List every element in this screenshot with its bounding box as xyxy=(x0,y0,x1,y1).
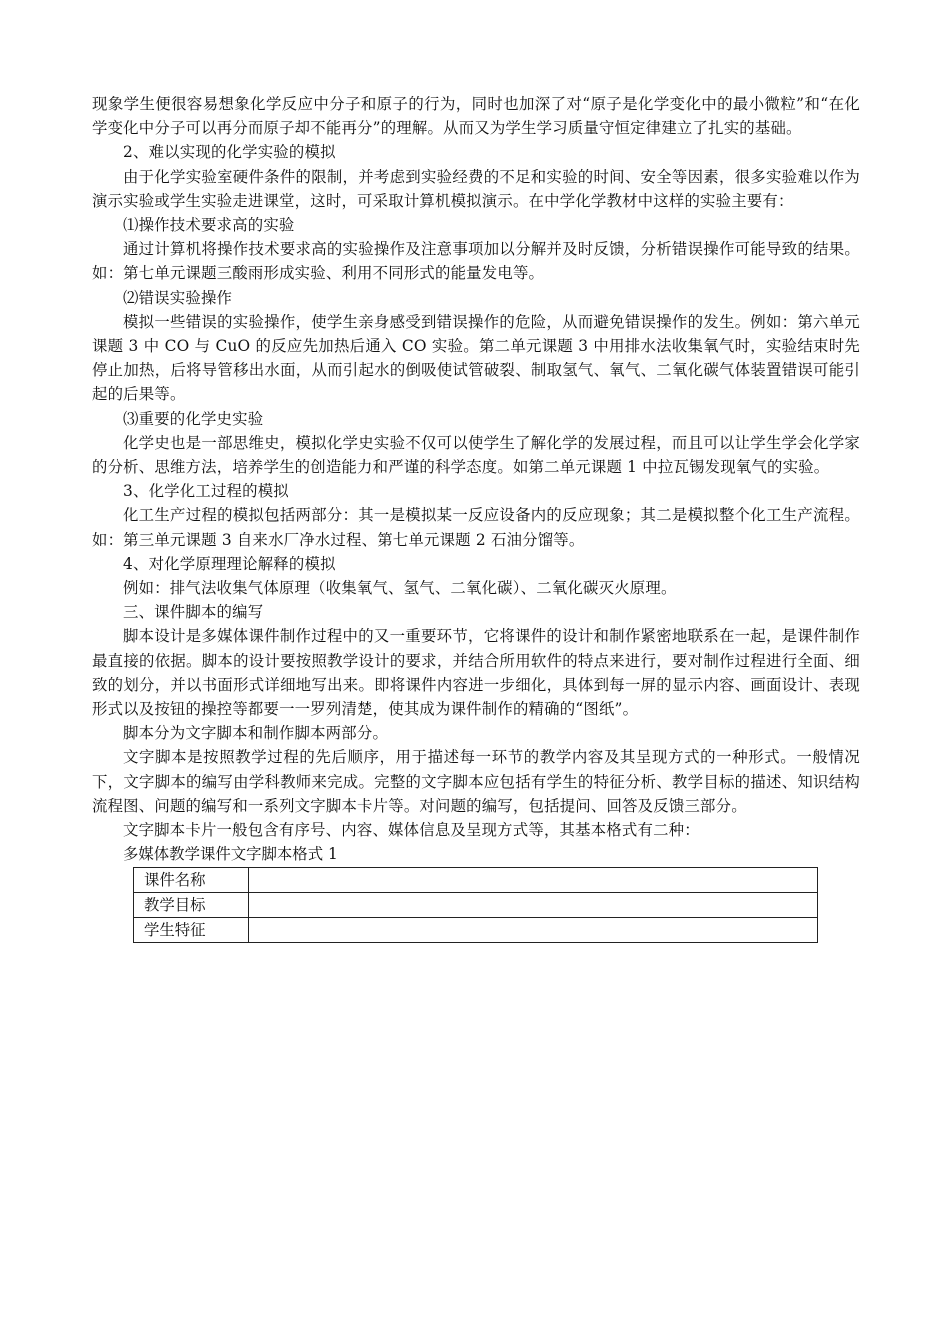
paragraph: ⑵错误实验操作 xyxy=(123,288,233,307)
table-row-value xyxy=(249,917,818,942)
paragraph: 三、课件脚本的编写 xyxy=(123,603,264,622)
paragraph: 文字脚本是按照教学过程的先后顺序，用于描述每一环节的教学内容及其呈现方式的一种形式。一般情况下，文字脚本的编写由学科教师来完成。完整的文字脚本应包括有学生的特征分析、教学目标的描述、知识结构流程图、问题的编写和一系列文字脚本卡片等。对问题的编写，包括提问、回答及反馈三部分。 xyxy=(92,748,860,815)
paragraph: 脚本分为文字脚本和制作脚本两部分。 xyxy=(123,724,389,743)
table-row-value xyxy=(249,867,818,892)
table-row-value xyxy=(249,892,818,917)
script-format-table xyxy=(133,867,818,943)
paragraph: 文字脚本卡片一般包含有序号、内容、媒体信息及呈现方式等，其基本格式有二种： xyxy=(123,821,700,840)
paragraph: 例如：排气法收集气体原理（收集氧气、氢气、二氧化碳）、二氧化碳灭火原理。 xyxy=(123,579,677,598)
table-row xyxy=(134,867,818,892)
paragraph: 化工生产过程的模拟包括两部分：其一是模拟某一反应设备内的反应现象；其二是模拟整个化工生产流程。如：第三单元课题 3 自来水厂净水过程、第七单元课题 2 石油分馏等。 xyxy=(92,506,860,549)
body-text xyxy=(92,92,860,842)
paragraph: 模拟一些错误的实验操作，使学生亲身感受到错误操作的危险，从而避免错误操作的发生。例如：第六单元课题 3 中 CO 与 CuO 的反应先加热后通入 CO 实验。第二单元课题 3 中用排水法收集氧气时，实验结束时先停止加热，后将导管移出水面，从而引起水的倒吸使试管破裂、制取氢气、氧气、二氧化碳气体装置错误可能引起的后果等。 xyxy=(92,312,860,404)
paragraph: 现象学生便很容易想象化学反应中分子和原子的行为，同时也加深了对“原子是化学变化中的最小微粒”和“在化学变化中分子可以再分而原子却不能再分”的理解。从而又为学生学习质量守恒定律建立了扎实的基础。 xyxy=(92,95,860,138)
table-row-label: 课件名称 xyxy=(134,867,249,892)
paragraph: 2、难以实现的化学实验的模拟 xyxy=(123,143,336,162)
paragraph: 由于化学实验室硬件条件的限制，并考虑到实验经费的不足和实验的时间、安全等因素，很多实验难以作为演示实验或学生实验走进课堂，这时，可采取计算机模拟演示。在中学化学教材中这样的实验主要有： xyxy=(92,167,860,210)
paragraph: 脚本设计是多媒体课件制作过程中的又一重要环节，它将课件的设计和制作紧密地联系在一起，是课件制作最直接的依据。脚本的设计要按照教学设计的要求，并结合所用软件的特点来进行，要对制作过程进行全面、细致的划分，并以书面形式详细地写出来。即将课件内容进一步细化，具体到每一屏的显示内容、画面设计、表现形式以及按钮的操控等都要一一罗列清楚，使其成为课件制作的精确的“图纸”。 xyxy=(92,627,860,719)
paragraph: 3、化学化工过程的模拟 xyxy=(123,482,289,501)
paragraph: ⑴操作技术要求高的实验 xyxy=(123,216,295,235)
paragraph: 4、对化学原理理论解释的模拟 xyxy=(123,554,336,573)
table-row xyxy=(134,892,818,917)
table-row xyxy=(134,917,818,942)
paragraph: 化学史也是一部思维史，模拟化学史实验不仅可以使学生了解化学的发展过程，而且可以让学生学会化学家的分析、思维方法，培养学生的创造能力和严谨的科学态度。如第二单元课题 1 中拉瓦锡发现氧气的实验。 xyxy=(92,433,860,477)
paragraph: 通过计算机将操作技术要求高的实验操作及注意事项加以分解并及时反馈，分析错误操作可能导致的结果。如：第七单元课题三酸雨形成实验、利用不同形式的能量发电等。 xyxy=(92,240,860,283)
document-page xyxy=(92,92,860,943)
table-caption: 多媒体教学课件文字脚本格式 1 xyxy=(123,845,338,864)
table-row-label: 学生特征 xyxy=(134,917,249,942)
paragraph: ⑶重要的化学史实验 xyxy=(123,409,264,428)
table-row-label: 教学目标 xyxy=(134,892,249,917)
